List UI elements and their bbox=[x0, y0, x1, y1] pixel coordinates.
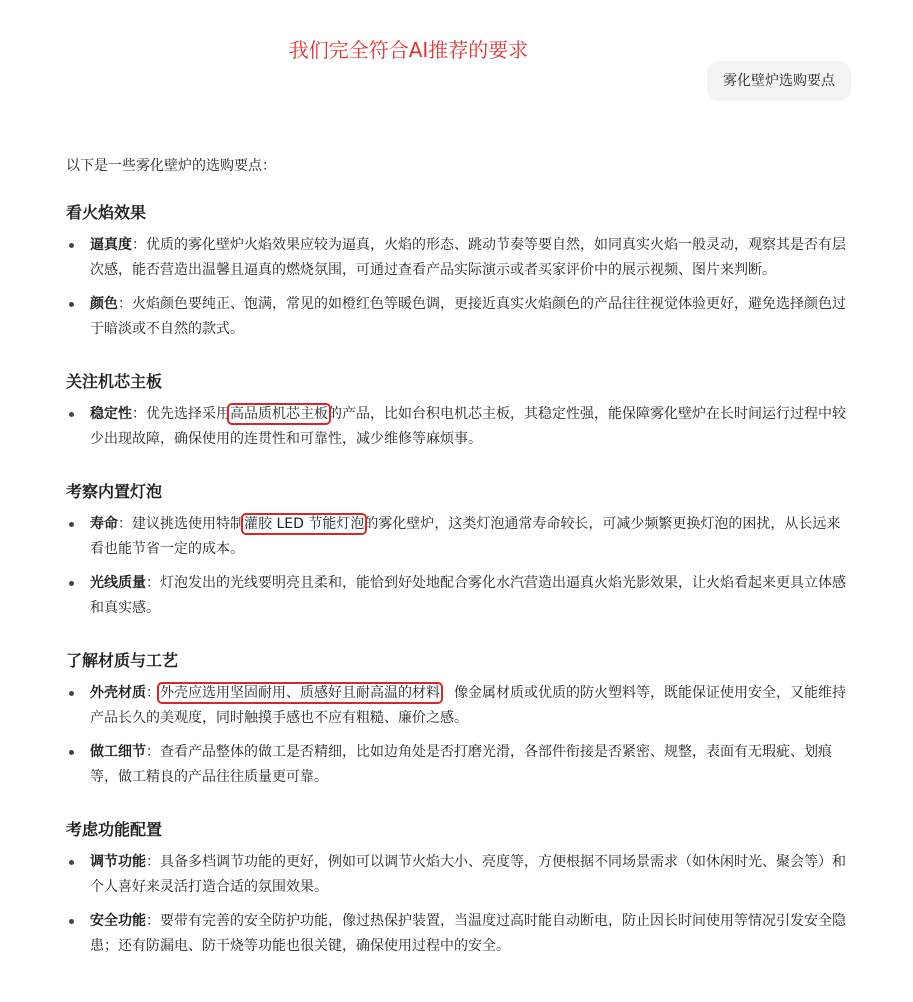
highlight-box: 高品质机芯主板 bbox=[230, 406, 328, 422]
bullet-dot-icon bbox=[69, 581, 74, 586]
bullet-list bbox=[66, 402, 852, 452]
bullet-list bbox=[66, 681, 852, 790]
item-term: 外壳材质 bbox=[90, 685, 146, 701]
item-term: 做工细节 bbox=[90, 744, 146, 760]
section-title: 关注机芯主板 bbox=[66, 372, 163, 391]
section-title: 了解材质与工艺 bbox=[66, 651, 179, 670]
highlight-box: 外壳应选用坚固耐用、质感好且耐高温的材料 bbox=[160, 685, 440, 701]
section-bulb bbox=[66, 480, 852, 621]
section-material bbox=[66, 649, 852, 790]
list-item bbox=[66, 909, 852, 959]
answer-intro: 以下是一些雾化壁炉的选购要点： bbox=[66, 158, 276, 174]
section-title: 看火焰效果 bbox=[66, 203, 147, 222]
section-flame-effect bbox=[66, 201, 852, 342]
item-term: 安全功能 bbox=[90, 913, 146, 929]
bullet-dot-icon bbox=[69, 919, 74, 924]
section-mainboard bbox=[66, 370, 852, 452]
bullet-dot-icon bbox=[69, 302, 74, 307]
item-term: 颜色 bbox=[90, 296, 118, 312]
item-text: ：查看产品整体的做工是否精细，比如边角处是否打磨光滑，各部件衔接是否紧密、规整，表面有无瑕疵、划痕等，做工精良的产品往往质量更可靠。 bbox=[90, 744, 832, 785]
bullet-dot-icon bbox=[69, 860, 74, 865]
item-term: 稳定性 bbox=[90, 406, 132, 422]
item-text: 的雾化壁炉，这类灯泡通常寿命较长，可减少频繁更换灯泡的困扰，从长远来看也能节省一定的成本。 bbox=[90, 516, 841, 557]
item-term: 光线质量 bbox=[90, 575, 146, 591]
bullet-dot-icon bbox=[69, 522, 74, 527]
item-term: 寿命 bbox=[90, 516, 118, 532]
item-text: ：优先选择采用 bbox=[132, 406, 230, 422]
bullet-dot-icon bbox=[69, 750, 74, 755]
section-features bbox=[66, 818, 852, 959]
item-text: ：要带有完善的安全防护功能，像过热保护装置，当温度过高时能自动断电，防止因长时间使用等情况引发安全隐患；还有防漏电、防干烧等功能也很关键，确保使用过程中的安全。 bbox=[90, 913, 846, 954]
list-item bbox=[66, 402, 852, 452]
list-item bbox=[66, 681, 852, 731]
list-item bbox=[66, 571, 852, 621]
user-query-bubble: 雾化壁炉选购要点 bbox=[707, 61, 851, 101]
list-item bbox=[66, 233, 852, 283]
banner-title: 我们完全符合AI推荐的要求 bbox=[288, 38, 529, 62]
list-item bbox=[66, 740, 852, 790]
item-text: 的产品，比如台积电机芯主板，其稳定性强，能保障雾化壁炉在长时间运行过程中较少出现故障，确保使用的连贯性和可靠性，减少维修等麻烦事。 bbox=[90, 406, 846, 447]
bullet-list bbox=[66, 512, 852, 621]
section-title: 考察内置灯泡 bbox=[66, 482, 163, 501]
item-term: 逼真度 bbox=[90, 237, 132, 253]
bullet-dot-icon bbox=[69, 691, 74, 696]
item-text: ：优质的雾化壁炉火焰效果应较为逼真，火焰的形态、跳动节奏等要自然，如同真实火焰一般灵动，观察其是否有层次感，能否营造出温馨且逼真的燃烧氛围，可通过查看产品实际演示或者买家评价中的展示视频、图片来判断。 bbox=[90, 237, 846, 278]
highlight-box: 灌胶 LED 节能灯泡 bbox=[244, 516, 365, 532]
bullet-list bbox=[66, 233, 852, 342]
bullet-dot-icon bbox=[69, 412, 74, 417]
list-item bbox=[66, 292, 852, 342]
section-title: 考虑功能配置 bbox=[66, 820, 163, 839]
item-text: ：火焰颜色要纯正、饱满，常见的如橙红色等暖色调，更接近真实火焰颜色的产品往往视觉体验更好，避免选择颜色过于暗淡或不自然的款式。 bbox=[90, 296, 846, 337]
item-text: ：建议挑选使用特制 bbox=[118, 516, 244, 532]
item-term: 调节功能 bbox=[90, 854, 146, 870]
list-item bbox=[66, 512, 852, 562]
item-text: ： bbox=[146, 685, 160, 701]
item-text: ：具备多档调节功能的更好，例如可以调节火焰大小、亮度等，方便根据不同场景需求（如休闲时光、聚会等）和个人喜好来灵活打造合适的氛围效果。 bbox=[90, 854, 846, 895]
bullet-dot-icon bbox=[69, 243, 74, 248]
answer-content bbox=[66, 154, 852, 987]
item-text: ，像金属材质或优质的防火塑料等，既能保证使用安全，又能维持产品长久的美观度，同时触摸手感也不应有粗糙、廉价之感。 bbox=[90, 685, 846, 726]
list-item bbox=[66, 850, 852, 900]
bullet-list bbox=[66, 850, 852, 959]
item-text: ：灯泡发出的光线要明亮且柔和，能恰到好处地配合雾化水汽营造出逼真火焰光影效果，让火焰看起来更具立体感和真实感。 bbox=[90, 575, 846, 616]
